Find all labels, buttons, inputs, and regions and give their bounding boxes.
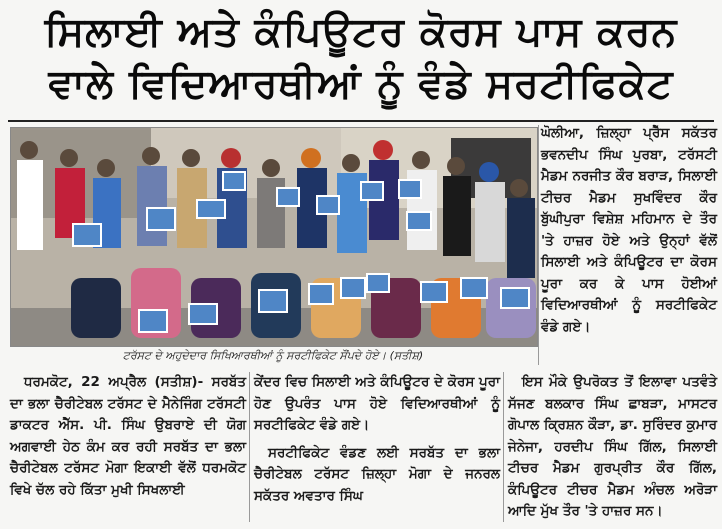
group-photo — [10, 127, 538, 347]
article-column-1 — [10, 372, 246, 507]
photo-caption: ਟਰੱਸਟ ਦੇ ਅਹੁਦੇਦਾਰ ਸਿਖਿਆਰਥੀਆਂ ਨੂੰ ਸਰਟੀਫਿਕੇਟ ਸੌਂਪਦੇ ਹੋਏ। (ਸਤੀਸ਼) — [122, 349, 424, 362]
column-divider-1 — [249, 372, 250, 522]
article-column-right-bottom — [508, 372, 717, 529]
article-paragraph-right-bottom: ਇਸ ਮੌਕੇ ਉਪਰੋਕਤ ਤੋਂ ਇਲਾਵਾ ਪਤਵੰਤੇ ਸੱਜਣ ਬਲਕਾਰ ਸਿੰਘ ਛਾਬੜਾ, ਮਾਸਟਰ ਗੋਪਾਲ ਕ੍ਰਿਸ਼ਨ ਕੌੜਾ, ਡਾ. ਸੁਰਿੰਦਰ ਕੁਮਾਰ ਜੇਨੇਜਾ, ਹਰਦੀਪ ਸਿੰਘ ਗਿੱਲ, ਸਿਲਾਈ ਟੀਚਰ ਮੈਡਮ ਗੁਰਪ੍ਰੀਤ ਕੌਰ ਗਿੱਲ, ਕੰਪਿਊਟਰ ਟੀਚਰ ਮੈਡਮ ਅੰਚਲ ਅਰੋੜਾ ਆਦਿ ਮੁੱਖ ਤੌਰ 'ਤੇ ਹਾਜ਼ਰ ਸਨ। — [508, 374, 717, 519]
article-column-2 — [254, 372, 500, 513]
column-divider-2 — [503, 372, 504, 522]
group-photo-illustration — [11, 128, 537, 346]
headline-line-2: ਵਾਲੇ ਵਿਦਿਆਰਥੀਆਂ ਨੂੰ ਵੰਡੇ ਸਰਟੀਫਿਕੇਟ — [48, 61, 674, 107]
article-paragraph-2b: ਸਰਟੀਫਿਕੇਟ ਵੰਡਣ ਲਈ ਸਰਬੱਤ ਦਾ ਭਲਾ ਚੈਰੀਟੇਬਲ ਟਰੱਸਟ ਜ਼ਿਲ੍ਹਾ ਮੋਗਾ ਦੇ ਜਨਰਲ ਸਕੱਤਰ ਅਵਤਾਰ ਸਿੰਘ — [254, 444, 500, 504]
article-paragraph-1: ਧਰਮਕੋਟ, 22 ਅਪ੍ਰੈਲ (ਸਤੀਸ਼)- ਸਰਬੱਤ ਦਾ ਭਲਾ ਚੈਰੀਟੇਬਲ ਟਰੱਸਟ ਦੇ ਮੈਨੇਜਿੰਗ ਟਰੱਸਟੀ ਡਾਕਟਰ ਐੱਸ. ਪੀ. ਸਿੰਘ ਉਬਰਾਏ ਦੀ ਯੋਗ ਅਗਵਾਈ ਹੇਠ ਕੰਮ ਕਰ ਰਹੀ ਸਰਬੱਤ ਦਾ ਭਲਾ ਚੈਰੀਟੇਬਲ ਟਰੱਸਟ ਮੋਗਾ ਇਕਾਈ ਵੱਲੋਂ ਧਰਮਕੋਟ ਵਿਖੇ ਚੱਲ ਰਹੇ ਕਿੱਤਾ ਮੁਖੀ ਸਿਖਲਾਈ — [10, 374, 246, 498]
article-paragraph-2a: ਕੇਂਦਰ ਵਿਚ ਸਿਲਾਈ ਅਤੇ ਕੰਪਿਊਟਰ ਦੇ ਕੋਰਸ ਪੂਰਾ ਹੋਣ ਉਪਰੰਤ ਪਾਸ ਹੋਏ ਵਿਦਿਆਰਥੀਆਂ ਨੂੰ ਸਰਟੀਫਿਕੇਟ ਵੰਡੇ ਗਏ। — [254, 374, 500, 433]
article-column-right-top — [541, 123, 717, 344]
column-divider-3 — [538, 125, 539, 365]
article-paragraph-right-top: ਘੋਲੀਆ, ਜ਼ਿਲ੍ਹਾ ਪ੍ਰੈੱਸ ਸਕੱਤਰ ਭਵਨਦੀਪ ਸਿੰਘ ਪੁਰਬਾ, ਟਰੱਸਟੀ ਮੈਡਮ ਨਰਜੀਤ ਕੌਰ ਬਰਾੜ, ਸਿਲਾਈ ਟੀਚਰ ਮੈਡਮ ਸੁਖਵਿੰਦਰ ਕੌਰ ਬੁੱਘੀਪੁਰਾ ਵਿਸ਼ੇਸ਼ ਮਹਿਮਾਨ ਦੇ ਤੌਰ 'ਤੇ ਹਾਜ਼ਰ ਹੋਏ ਅਤੇ ਉਨ੍ਹਾਂ ਵੱਲੋਂ ਸਿਲਾਈ ਅਤੇ ਕੰਪਿਊਟਰ ਦਾ ਕੋਰਸ ਪੂਰਾ ਕਰ ਕੇ ਪਾਸ ਹੋਈਆਂ ਵਿਦਿਆਰਥੀਆਂ ਨੂੰ ਸਰਟੀਫਿਕੇਟ ਵੰਡੇ ਗਏ। — [541, 125, 717, 335]
headline-rule — [8, 120, 714, 122]
headline-line-1: ਸਿਲਾਈ ਅਤੇ ਕੰਪਿਊਟਰ ਕੋਰਸ ਪਾਸ ਕਰਨ — [44, 9, 678, 55]
